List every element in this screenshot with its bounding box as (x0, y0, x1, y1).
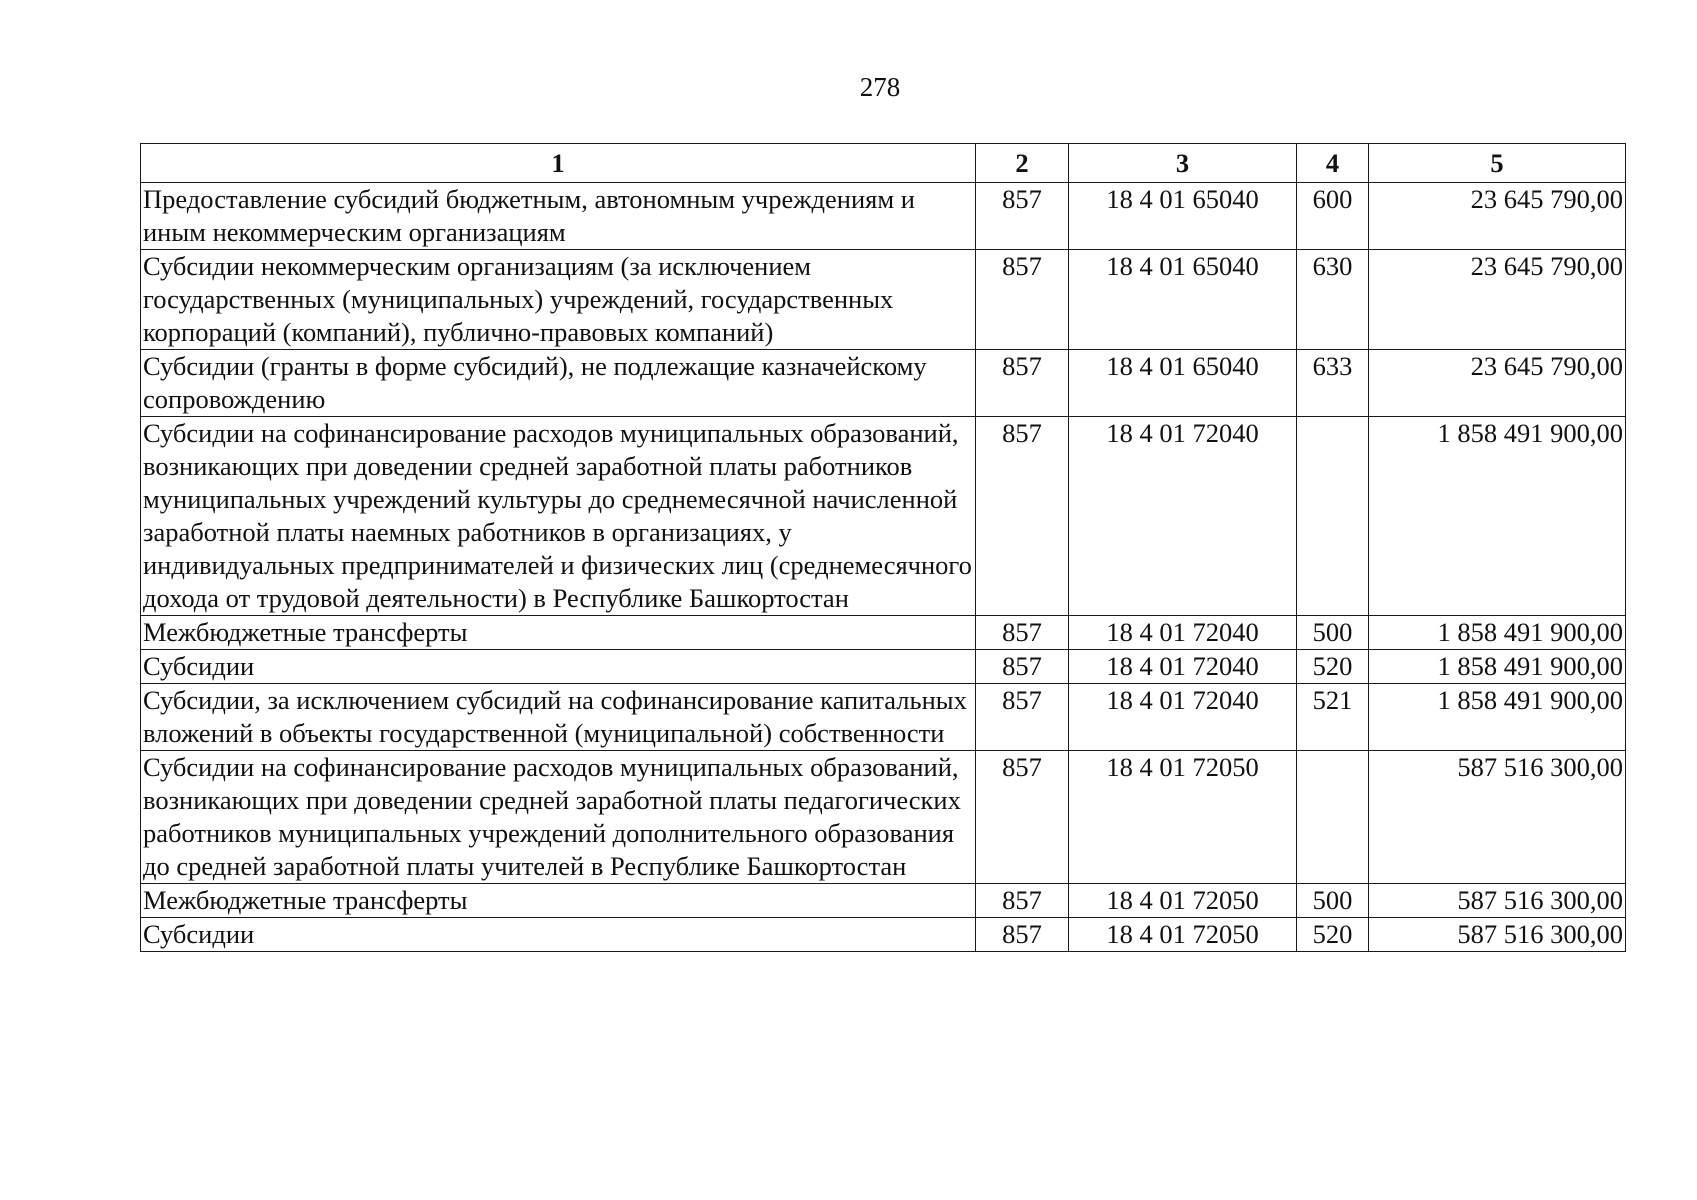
row-amount: 1 858 491 900,00 (1369, 417, 1626, 616)
row-ministry: 857 (976, 650, 1069, 684)
row-name: Межбюджетные трансферты (141, 616, 976, 650)
row-code: 18 4 01 72040 (1069, 417, 1297, 616)
row-type: 500 (1297, 884, 1369, 918)
row-name: Субсидии (141, 918, 976, 952)
table-row (141, 616, 1626, 650)
row-code: 18 4 01 65040 (1069, 250, 1297, 350)
header-col-1: 1 (141, 144, 976, 183)
row-type: 600 (1297, 183, 1369, 250)
table-row (141, 884, 1626, 918)
row-code: 18 4 01 72040 (1069, 616, 1297, 650)
row-amount: 1 858 491 900,00 (1369, 650, 1626, 684)
row-ministry: 857 (976, 183, 1069, 250)
row-type: 520 (1297, 650, 1369, 684)
table-row (141, 751, 1626, 884)
table-row (141, 918, 1626, 952)
row-amount: 1 858 491 900,00 (1369, 616, 1626, 650)
row-ministry: 857 (976, 417, 1069, 616)
row-name: Субсидии на софинансирование расходов муниципальных образований, возникающих при доведении средней заработной платы педагогических работников муниципальных учреждений дополнительного образования до средней заработной платы учителей в Республике Башкортостан (141, 751, 976, 884)
row-code: 18 4 01 72050 (1069, 918, 1297, 952)
table-row (141, 350, 1626, 417)
row-type: 521 (1297, 684, 1369, 751)
table-row (141, 183, 1626, 250)
budget-table (140, 143, 1626, 952)
row-code: 18 4 01 72050 (1069, 884, 1297, 918)
row-name: Межбюджетные трансферты (141, 884, 976, 918)
row-type (1297, 417, 1369, 616)
row-amount: 587 516 300,00 (1369, 918, 1626, 952)
row-type: 630 (1297, 250, 1369, 350)
row-name: Субсидии, за исключением субсидий на софинансирование капитальных вложений в объекты государственной (муниципальной) собственности (141, 684, 976, 751)
row-ministry: 857 (976, 350, 1069, 417)
row-code: 18 4 01 65040 (1069, 183, 1297, 250)
row-type (1297, 751, 1369, 884)
row-amount: 587 516 300,00 (1369, 884, 1626, 918)
row-code: 18 4 01 72040 (1069, 684, 1297, 751)
header-col-2: 2 (976, 144, 1069, 183)
header-col-4: 4 (1297, 144, 1369, 183)
row-name: Предоставление субсидий бюджетным, автономным учреждениям и иным некоммерческим организациям (141, 183, 976, 250)
row-code: 18 4 01 72050 (1069, 751, 1297, 884)
row-amount: 587 516 300,00 (1369, 751, 1626, 884)
header-row (141, 144, 1626, 183)
row-ministry: 857 (976, 918, 1069, 952)
row-ministry: 857 (976, 616, 1069, 650)
table-row (141, 650, 1626, 684)
row-ministry: 857 (976, 684, 1069, 751)
row-name: Субсидии (141, 650, 976, 684)
row-code: 18 4 01 65040 (1069, 350, 1297, 417)
table-row (141, 417, 1626, 616)
row-code: 18 4 01 72040 (1069, 650, 1297, 684)
page-number: 278 (859, 72, 901, 102)
row-amount: 1 858 491 900,00 (1369, 684, 1626, 751)
table-row (141, 250, 1626, 350)
row-name: Субсидии (гранты в форме субсидий), не подлежащие казначейскому сопровождению (141, 350, 976, 417)
row-amount: 23 645 790,00 (1369, 250, 1626, 350)
row-name: Субсидии на софинансирование расходов муниципальных образований, возникающих при доведении средней заработной платы работников муниципальных учреждений культуры до среднемесячной начисленной заработной платы наемных работников в организациях, у индивидуальных предпринимателей и физических лиц (среднемесячного дохода от трудовой деятельности) в Республике Башкортостан (141, 417, 976, 616)
row-ministry: 857 (976, 884, 1069, 918)
row-amount: 23 645 790,00 (1369, 183, 1626, 250)
row-ministry: 857 (976, 751, 1069, 884)
row-type: 520 (1297, 918, 1369, 952)
header-col-3: 3 (1069, 144, 1297, 183)
row-amount: 23 645 790,00 (1369, 350, 1626, 417)
header-col-5: 5 (1369, 144, 1626, 183)
row-type: 500 (1297, 616, 1369, 650)
table-row (141, 684, 1626, 751)
row-type: 633 (1297, 350, 1369, 417)
row-ministry: 857 (976, 250, 1069, 350)
row-name: Субсидии некоммерческим организациям (за исключением государственных (муниципальных) учреждений, государственных корпораций (компаний), публично-правовых компаний) (141, 250, 976, 350)
